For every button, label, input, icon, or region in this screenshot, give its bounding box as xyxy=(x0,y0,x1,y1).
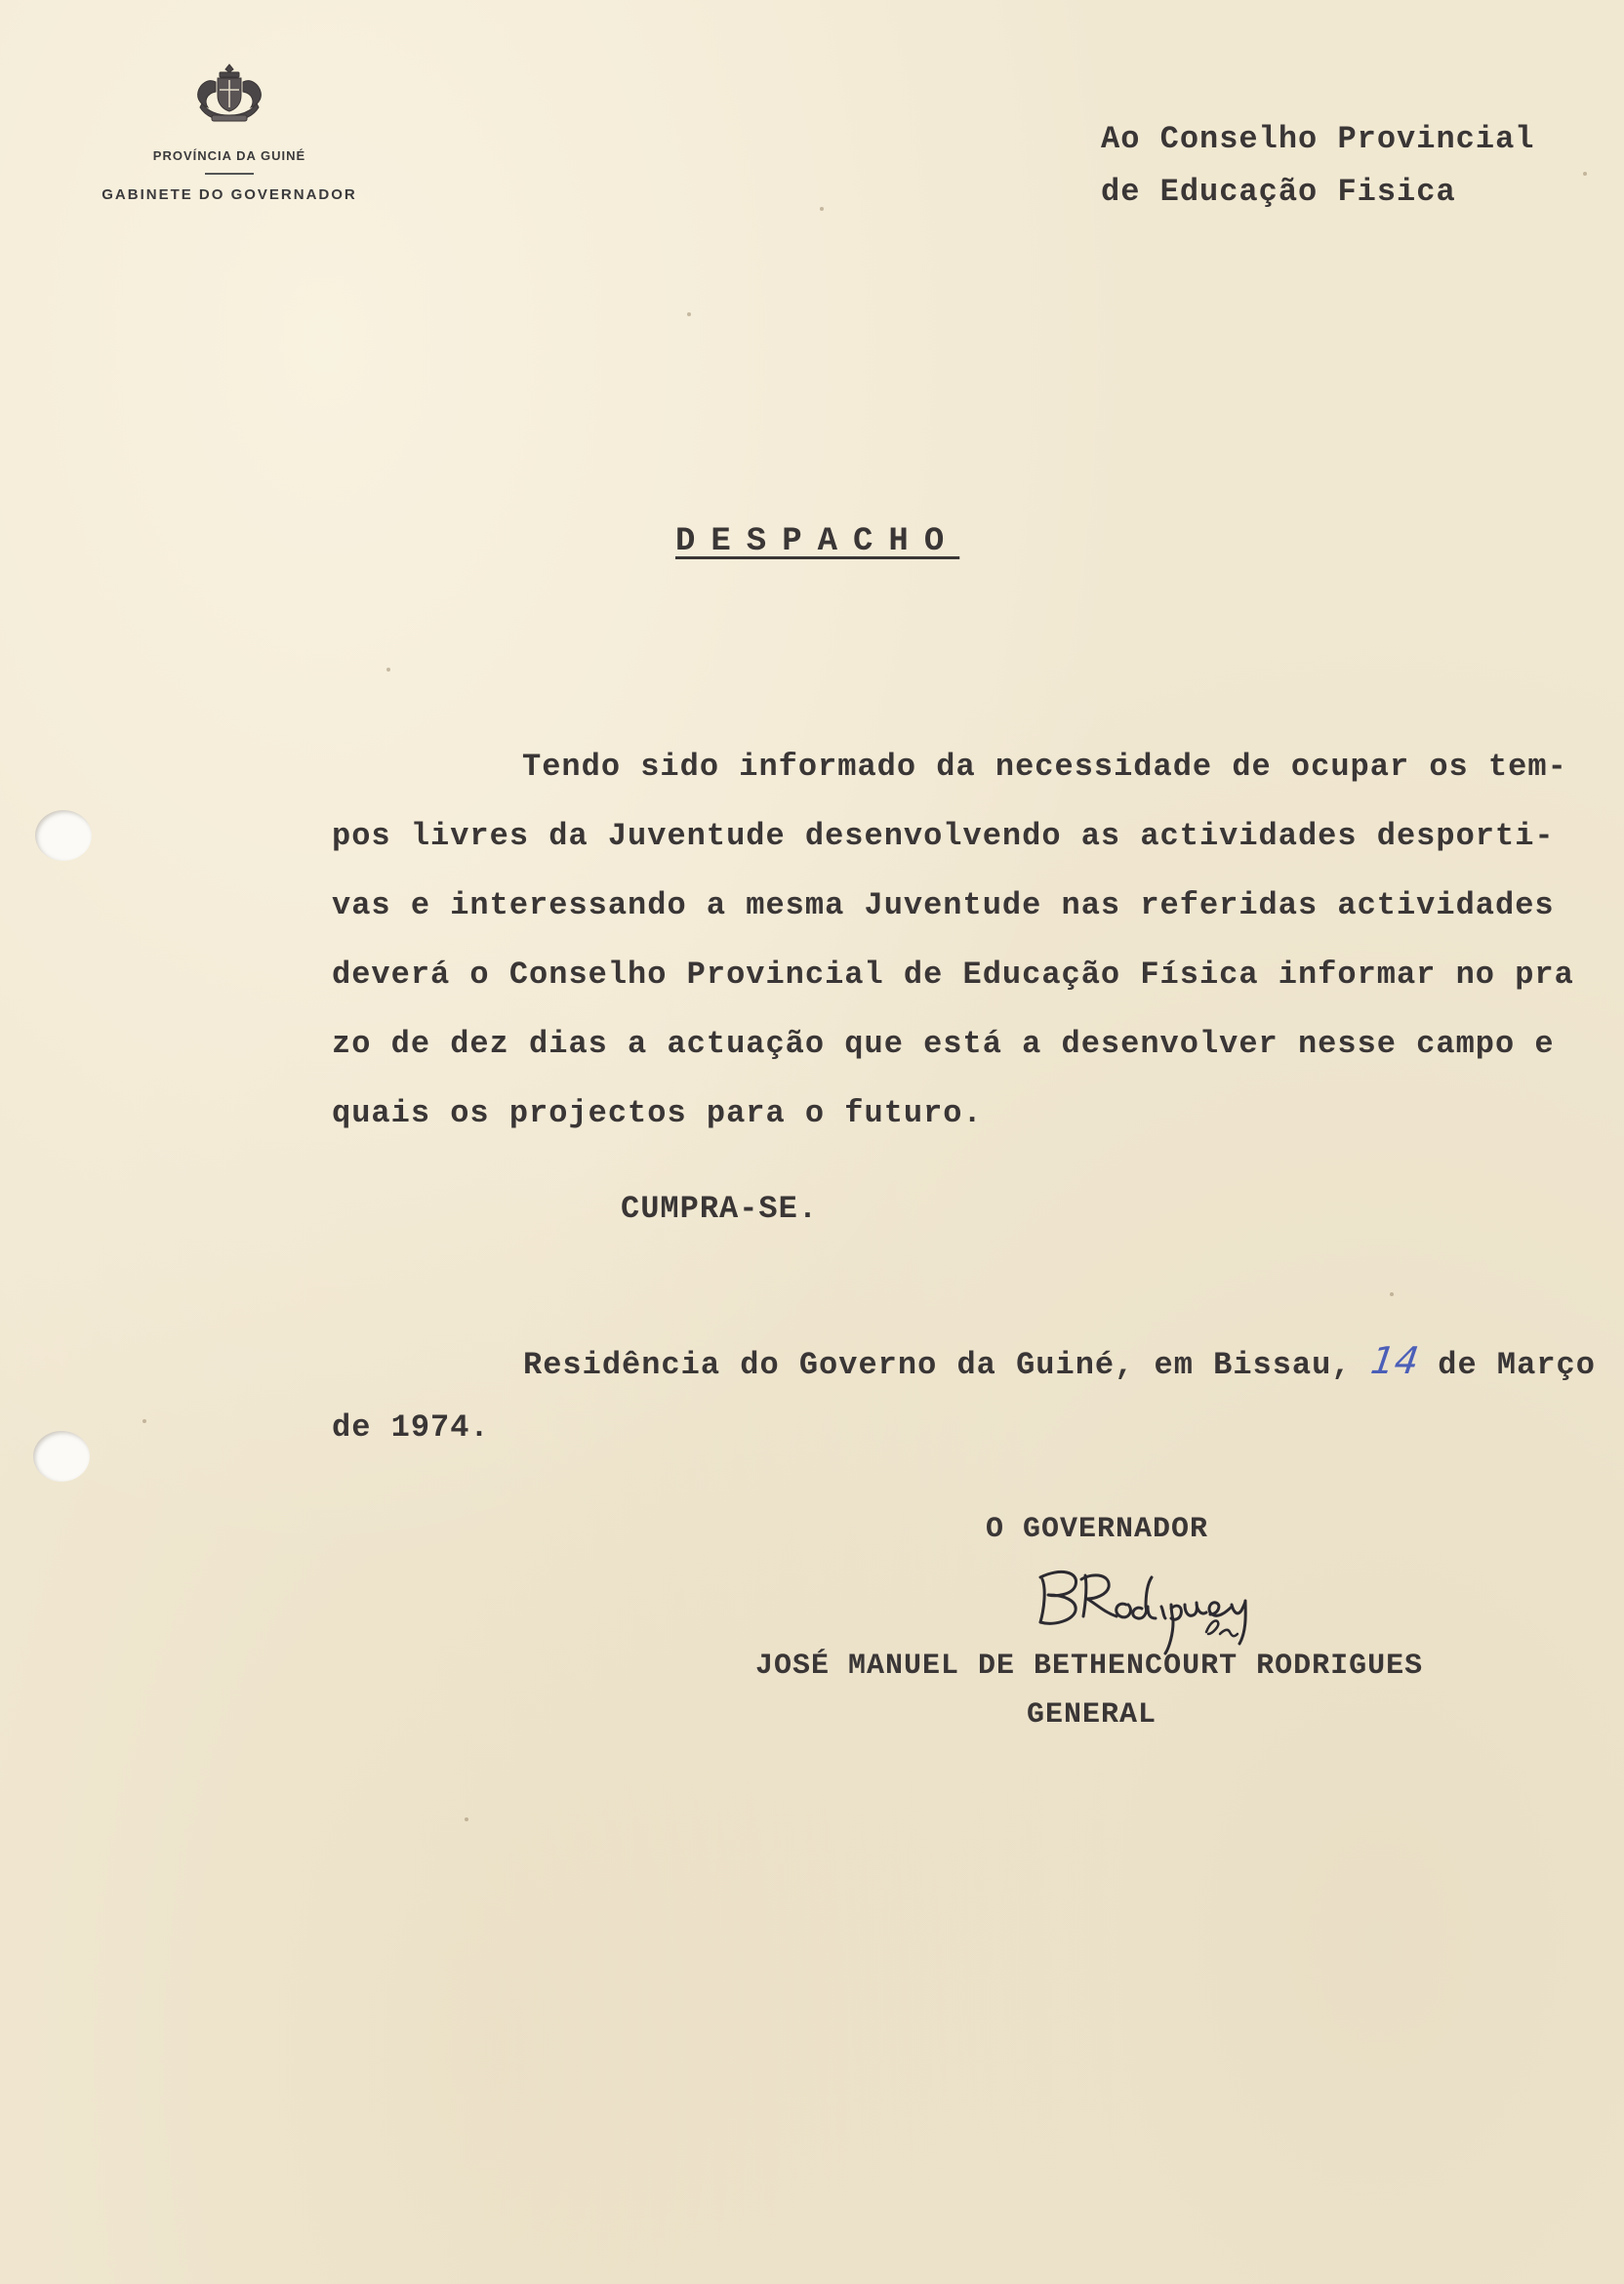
document-title: DESPACHO xyxy=(675,523,960,560)
paper-speck xyxy=(1583,172,1587,176)
paper-speck xyxy=(386,668,390,672)
body-line: Tendo sido informado da necessidade de ocupar os tem- xyxy=(522,749,1567,785)
body-line: quais os projectos para o futuro. xyxy=(332,1095,983,1131)
paper-speck xyxy=(687,312,691,316)
punch-hole-top xyxy=(35,810,92,861)
letterhead-cabinet: GABINETE DO GOVERNADOR xyxy=(102,186,357,203)
paper-speck xyxy=(142,1419,146,1423)
handwritten-day: 14 xyxy=(1367,1339,1422,1382)
paper-speck xyxy=(1390,1292,1394,1296)
body-line: deverá o Conselho Provincial de Educação Física informar no pra xyxy=(332,957,1574,993)
body-line: pos livres da Juventude desenvolvendo as actividades desporti- xyxy=(332,818,1555,854)
letterhead-province: PROVÍNCIA DA GUINÉ xyxy=(152,148,306,163)
paper-speck xyxy=(820,207,824,211)
place-prefix: Residência do Governo da Guiné, em Bissau, xyxy=(523,1347,1352,1383)
addressee-line-1: Ao Conselho Provincial xyxy=(1101,121,1535,157)
punch-hole-bottom xyxy=(33,1431,90,1482)
paper-speck xyxy=(465,1817,468,1821)
signatory-role: O GOVERNADOR xyxy=(986,1513,1209,1546)
signature-block xyxy=(751,1513,1493,1737)
letterhead xyxy=(68,61,390,203)
addressee-block xyxy=(1101,113,1534,219)
letterhead-divider xyxy=(205,173,254,175)
coat-of-arms-icon xyxy=(188,61,270,129)
place-date-line xyxy=(523,1339,1596,1383)
year-line: de 1974. xyxy=(332,1409,490,1446)
signatory-rank: GENERAL xyxy=(1027,1698,1157,1732)
body-paragraph xyxy=(332,732,1574,1148)
closing-order: CUMPRA-SE. xyxy=(621,1191,819,1227)
signatory-name: JOSÉ MANUEL DE BETHENCOURT RODRIGUES xyxy=(755,1650,1424,1683)
month: de Março xyxy=(1438,1347,1596,1383)
body-line: zo de dez dias a actuação que está a desenvolver nesse campo e xyxy=(332,1026,1555,1062)
body-line: vas e interessando a mesma Juventude nas referidas actividades xyxy=(332,887,1555,923)
addressee-line-2: de Educação Fisica xyxy=(1101,174,1456,210)
